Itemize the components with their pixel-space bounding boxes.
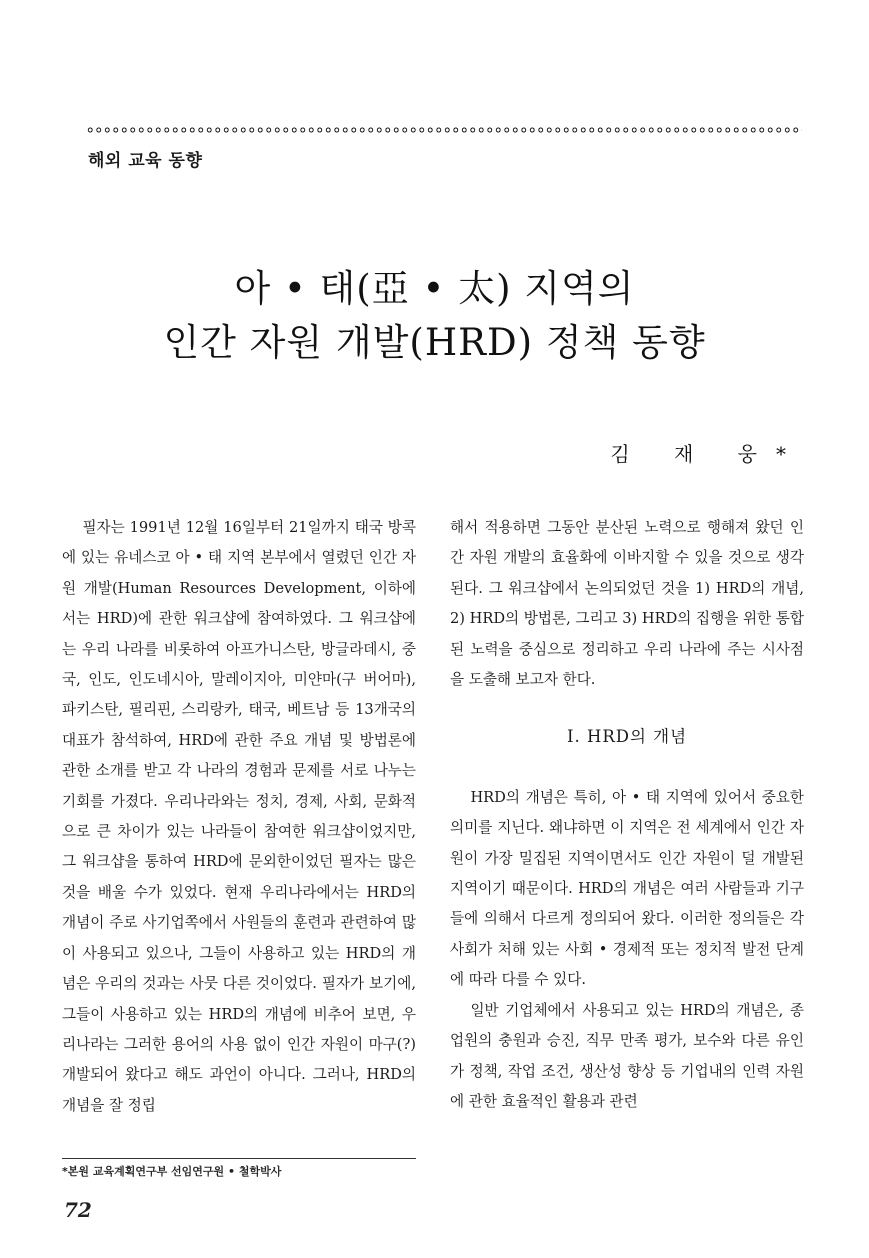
author-footnote: *본원 교육계획연구부 선임연구원 • 철학박사 <box>62 1165 282 1178</box>
article-title-line-2: 인간 자원 개발(HRD) 정책 동향 <box>163 321 706 364</box>
section-label: 해외 교육 동향 <box>88 151 203 171</box>
author-name: 김 재 웅* <box>610 442 805 466</box>
body-paragraph: 일반 기업체에서 사용되고 있는 HRD의 개념은, 종업원의 충원과 승진, 직무 만족 평가, 보수와 다른 유인가 정책, 작업 조건, 생산성 향상 등 기업내의 인력 자원에 관한 효율적인 활용과 관련 <box>450 1001 804 1110</box>
body-paragraph: 필자는 1991년 12월 16일부터 21일까지 태국 방콕에 있는 유네스코 아 • 태 지역 본부에서 열렸던 인간 자원 개발(Human Resources Development, 이하에서는 HRD)에 관한 워크샵에 참여하였다. 그 워크샵에는 우리 나라를 비롯하여 아프가니스탄, 방글라데시, 중국, 인도, 인도네시아, 말레이지아, 미얀마(구 버어마), 파키스탄, 필리핀, 스리랑카, 태국, 베트남 등 13개국의 대표가 참석하여, HRD에 관한 주요 개념 및 방법론에 관한 소개를 받고 각 나라의 경험과 문제를 서로 나누는 기회를 가졌다. 우리나라와는 정치, 경제, 사회, 문화적으로 큰 차이가 있는 나라들이 참여한 워크샵이었지만, 그 워크샵을 통하여 HRD에 문외한이었던 필자는 많은 것을 배울 수가 있었다. 현재 우리나라에서는 HRD의 개념이 주로 사기업쪽에서 사원들의 훈련과 관련하여 많이 사용되고 있으나, 그들이 사용하고 있는 HRD의 개념은 우리의 것과는 사뭇 다른 것이었다. 필자가 보기에, 그들이 사용하고 있는 HRD의 개념에 비추어 보면, 우리나라는 그러한 용어의 사용 없이 인간 자원이 마구(?) 개발되어 왔다고 해도 과언이 아니다. 그러나, HRD의 개념을 잘 정립 <box>62 519 416 1114</box>
section-heading: Ⅰ. HRD의 개념 <box>566 727 688 747</box>
right-column <box>450 513 804 1117</box>
page-number: 72 <box>64 1198 92 1222</box>
article-title-line-1: 아 • 태(亞 • 太) 지역의 <box>234 267 635 310</box>
body-paragraph: HRD의 개념은 특히, 아 • 태 지역에 있어서 중요한 의미를 지닌다. 왜냐하면 이 지역은 전 세계에서 인간 자원이 가장 밀집된 지역이면서도 인간 자원이 덜 개발된 지역이기 때문이다. HRD의 개념은 여러 사람들과 기구들에 의해서 다르게 정의되어 왔다. 이러한 정의들은 각 사회가 처해 있는 사회 • 경제적 또는 정치적 발전 단계에 따라 다를 수 있다. <box>450 788 804 989</box>
left-column <box>62 513 416 1121</box>
dotted-header-rule <box>86 126 802 134</box>
body-paragraph-continued: 해서 적용하면 그동안 분산된 노력으로 행해져 왔던 인간 자원 개발의 효율화에 이바지할 수 있을 것으로 생각된다. 그 워크샵에서 논의되었던 것을 1) HRD의 개념, 2) HRD의 방법론, 그리고 3) HRD의 집행을 위한 통합된 노력을 중심으로 정리하고 우리 나라에 주는 시사점을 도출해 보고자 한다. <box>450 519 805 689</box>
footnote-divider <box>62 1158 416 1159</box>
